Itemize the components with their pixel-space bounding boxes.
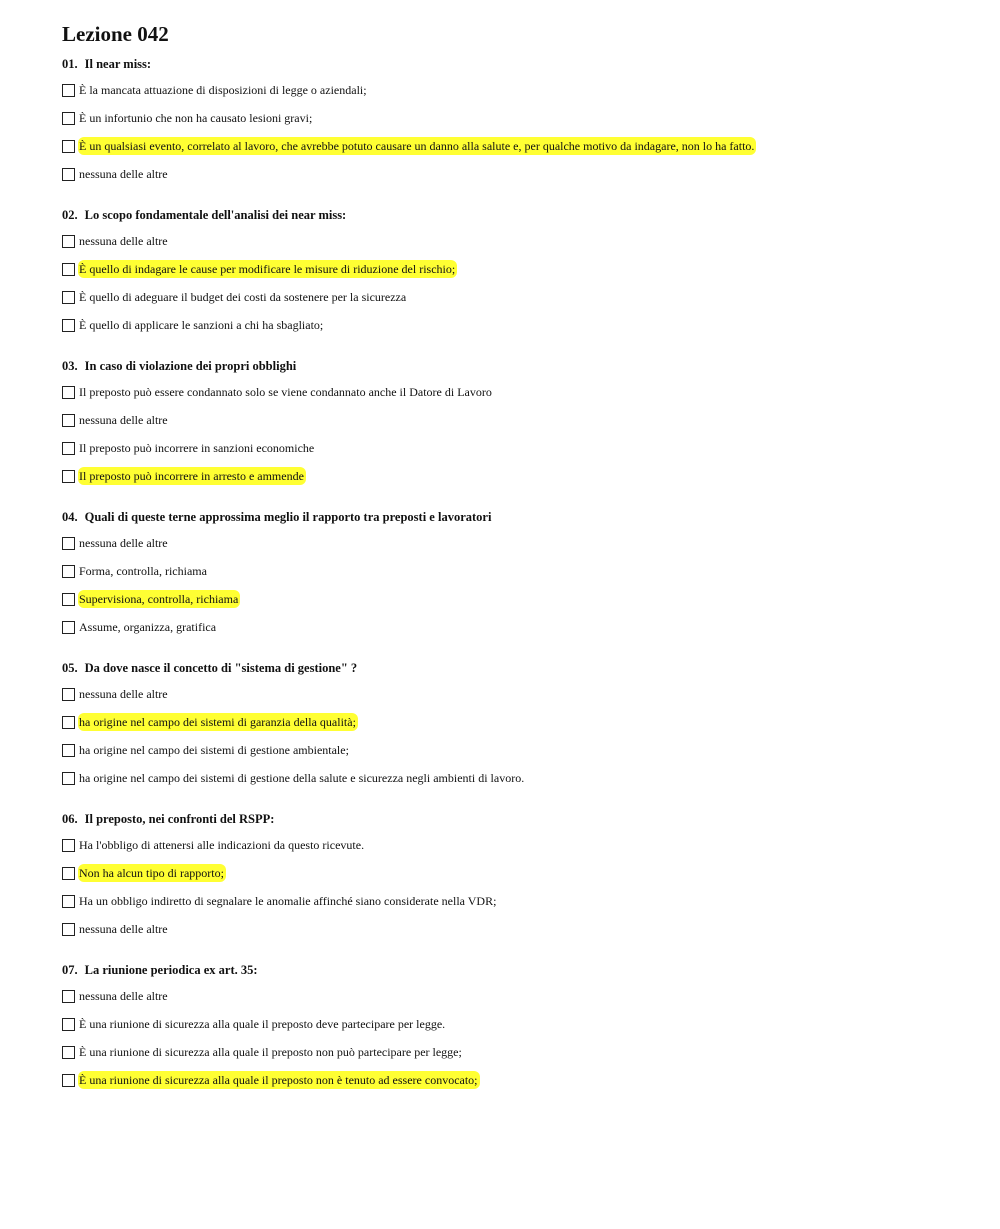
answer-option-text: nessuna delle altre [79, 989, 168, 1003]
question-number: 02. [62, 208, 78, 222]
checkbox-icon[interactable] [62, 291, 75, 304]
question-text: Quali di queste terne approssima meglio il rapporto tra preposti e lavoratori [84, 510, 492, 524]
checkbox-icon[interactable] [62, 895, 75, 908]
question-block [62, 56, 756, 188]
checkbox-icon[interactable] [62, 593, 75, 606]
question-block [62, 509, 491, 641]
question-block [62, 207, 457, 339]
question-heading [62, 358, 494, 374]
answer-option-text: nessuna delle altre [79, 167, 168, 181]
page-title: Lezione 042 [62, 22, 169, 46]
question-heading [62, 207, 457, 223]
answer-option-text-highlighted: È un qualsiasi evento, correlato al lavoro, che avrebbe potuto causare un danno alla salute e, per qualche motivo da indagare, non lo ha fatto. [79, 139, 755, 153]
checkbox-icon[interactable] [62, 1046, 75, 1059]
question-heading [62, 660, 526, 676]
answer-option[interactable] [62, 255, 457, 283]
answer-options [62, 680, 526, 792]
question-text: La riunione periodica ex art. 35: [84, 963, 258, 977]
answer-option[interactable] [62, 585, 491, 613]
checkbox-icon[interactable] [62, 1018, 75, 1031]
checkbox-icon[interactable] [62, 84, 75, 97]
answer-option[interactable] [62, 227, 457, 255]
checkbox-icon[interactable] [62, 414, 75, 427]
checkbox-icon[interactable] [62, 168, 75, 181]
answer-option-text-highlighted: ha origine nel campo dei sistemi di garanzia della qualità; [79, 715, 356, 729]
answer-option[interactable] [62, 887, 498, 915]
question-number: 03. [62, 359, 78, 373]
answer-option-text: Il preposto può essere condannato solo se viene condannato anche il Datore di Lavoro [79, 385, 492, 399]
question-heading [62, 509, 491, 525]
answer-option-text: Ha un obbligo indiretto di segnalare le anomalie affinché siano considerate nella VDR; [79, 894, 497, 908]
checkbox-icon[interactable] [62, 112, 75, 125]
answer-option[interactable] [62, 613, 491, 641]
answer-options [62, 982, 480, 1094]
answer-option-text: È un infortunio che non ha causato lesioni gravi; [79, 111, 313, 125]
question-number: 07. [62, 963, 78, 977]
answer-option-text: È quello di adeguare il budget dei costi da sostenere per la sicurezza [79, 290, 407, 304]
question-block [62, 660, 526, 792]
answer-option[interactable] [62, 132, 756, 160]
answer-option[interactable] [62, 736, 526, 764]
question-heading [62, 56, 756, 72]
document-page [62, 20, 962, 1087]
answer-option[interactable] [62, 764, 526, 792]
answer-option[interactable] [62, 982, 480, 1010]
question-text: Da dove nasce il concetto di "sistema di gestione" ? [84, 661, 358, 675]
answer-option-text: nessuna delle altre [79, 234, 168, 248]
answer-option[interactable] [62, 680, 526, 708]
question-number: 01. [62, 57, 78, 71]
answer-options [62, 378, 494, 490]
checkbox-icon[interactable] [62, 716, 75, 729]
answer-option-text-highlighted: È una riunione di sicurezza alla quale il preposto non è tenuto ad essere convocato; [79, 1073, 478, 1087]
answer-option-text: Forma, controlla, richiama [79, 564, 207, 578]
answer-option[interactable] [62, 1066, 480, 1094]
answer-options [62, 227, 457, 339]
answer-option-text: nessuna delle altre [79, 687, 168, 701]
question-block [62, 358, 494, 490]
checkbox-icon[interactable] [62, 470, 75, 483]
question-block [62, 811, 498, 943]
answer-option[interactable] [62, 708, 526, 736]
answer-option[interactable] [62, 859, 498, 887]
answer-option[interactable] [62, 160, 756, 188]
question-block [62, 962, 480, 1094]
answer-option[interactable] [62, 1038, 480, 1066]
answer-options [62, 529, 491, 641]
question-text: Il near miss: [84, 57, 152, 71]
checkbox-icon[interactable] [62, 990, 75, 1003]
checkbox-icon[interactable] [62, 839, 75, 852]
answer-option[interactable] [62, 831, 498, 859]
answer-option-text: ha origine nel campo dei sistemi di gestione della salute e sicurezza negli ambienti di lavoro. [79, 771, 525, 785]
checkbox-icon[interactable] [62, 688, 75, 701]
answer-option-text: nessuna delle altre [79, 536, 168, 550]
question-text: Il preposto, nei confronti del RSPP: [84, 812, 275, 826]
checkbox-icon[interactable] [62, 867, 75, 880]
answer-option-text: È una riunione di sicurezza alla quale il preposto deve partecipare per legge. [79, 1017, 446, 1031]
answer-option[interactable] [62, 76, 756, 104]
question-heading [62, 962, 480, 978]
answer-option-text-highlighted: Il preposto può incorrere in arresto e ammende [79, 469, 304, 483]
answer-options [62, 76, 756, 188]
answer-option-text-highlighted: Supervisiona, controlla, richiama [79, 592, 239, 606]
question-text: In caso di violazione dei propri obblighi [84, 359, 297, 373]
answer-option-text-highlighted: Non ha alcun tipo di rapporto; [79, 866, 224, 880]
answer-option[interactable] [62, 462, 494, 490]
checkbox-icon[interactable] [62, 386, 75, 399]
answer-option[interactable] [62, 104, 756, 132]
checkbox-icon[interactable] [62, 565, 75, 578]
answer-option[interactable] [62, 915, 498, 943]
question-text: Lo scopo fondamentale dell'analisi dei near miss: [84, 208, 347, 222]
checkbox-icon[interactable] [62, 537, 75, 550]
answer-option[interactable] [62, 283, 457, 311]
answer-option-text: Il preposto può incorrere in sanzioni economiche [79, 441, 315, 455]
checkbox-icon[interactable] [62, 319, 75, 332]
answer-option-text: ha origine nel campo dei sistemi di gestione ambientale; [79, 743, 349, 757]
question-number: 05. [62, 661, 78, 675]
answer-options [62, 831, 498, 943]
answer-option-text: È quello di applicare le sanzioni a chi ha sbagliato; [79, 318, 324, 332]
checkbox-icon[interactable] [62, 442, 75, 455]
answer-option[interactable] [62, 378, 494, 406]
answer-option[interactable] [62, 529, 491, 557]
answer-option-text: nessuna delle altre [79, 413, 168, 427]
checkbox-icon[interactable] [62, 1074, 75, 1087]
answer-option[interactable] [62, 557, 491, 585]
answer-option-text: Ha l'obbligo di attenersi alle indicazioni da questo ricevute. [79, 838, 365, 852]
answer-option[interactable] [62, 311, 457, 339]
answer-option[interactable] [62, 1010, 480, 1038]
checkbox-icon[interactable] [62, 923, 75, 936]
checkbox-icon[interactable] [62, 263, 75, 276]
checkbox-icon[interactable] [62, 235, 75, 248]
checkbox-icon[interactable] [62, 140, 75, 153]
answer-option-text: nessuna delle altre [79, 922, 168, 936]
checkbox-icon[interactable] [62, 744, 75, 757]
answer-option[interactable] [62, 434, 494, 462]
answer-option-text-highlighted: È quello di indagare le cause per modificare le misure di riduzione del rischio; [79, 262, 456, 276]
checkbox-icon[interactable] [62, 621, 75, 634]
answer-option-text: Assume, organizza, gratifica [79, 620, 217, 634]
question-number: 04. [62, 510, 78, 524]
checkbox-icon[interactable] [62, 772, 75, 785]
question-heading [62, 811, 498, 827]
answer-option[interactable] [62, 406, 494, 434]
answer-option-text: È una riunione di sicurezza alla quale il preposto non può partecipare per legge; [79, 1045, 462, 1059]
question-number: 06. [62, 812, 78, 826]
answer-option-text: È la mancata attuazione di disposizioni di legge o aziendali; [79, 83, 367, 97]
